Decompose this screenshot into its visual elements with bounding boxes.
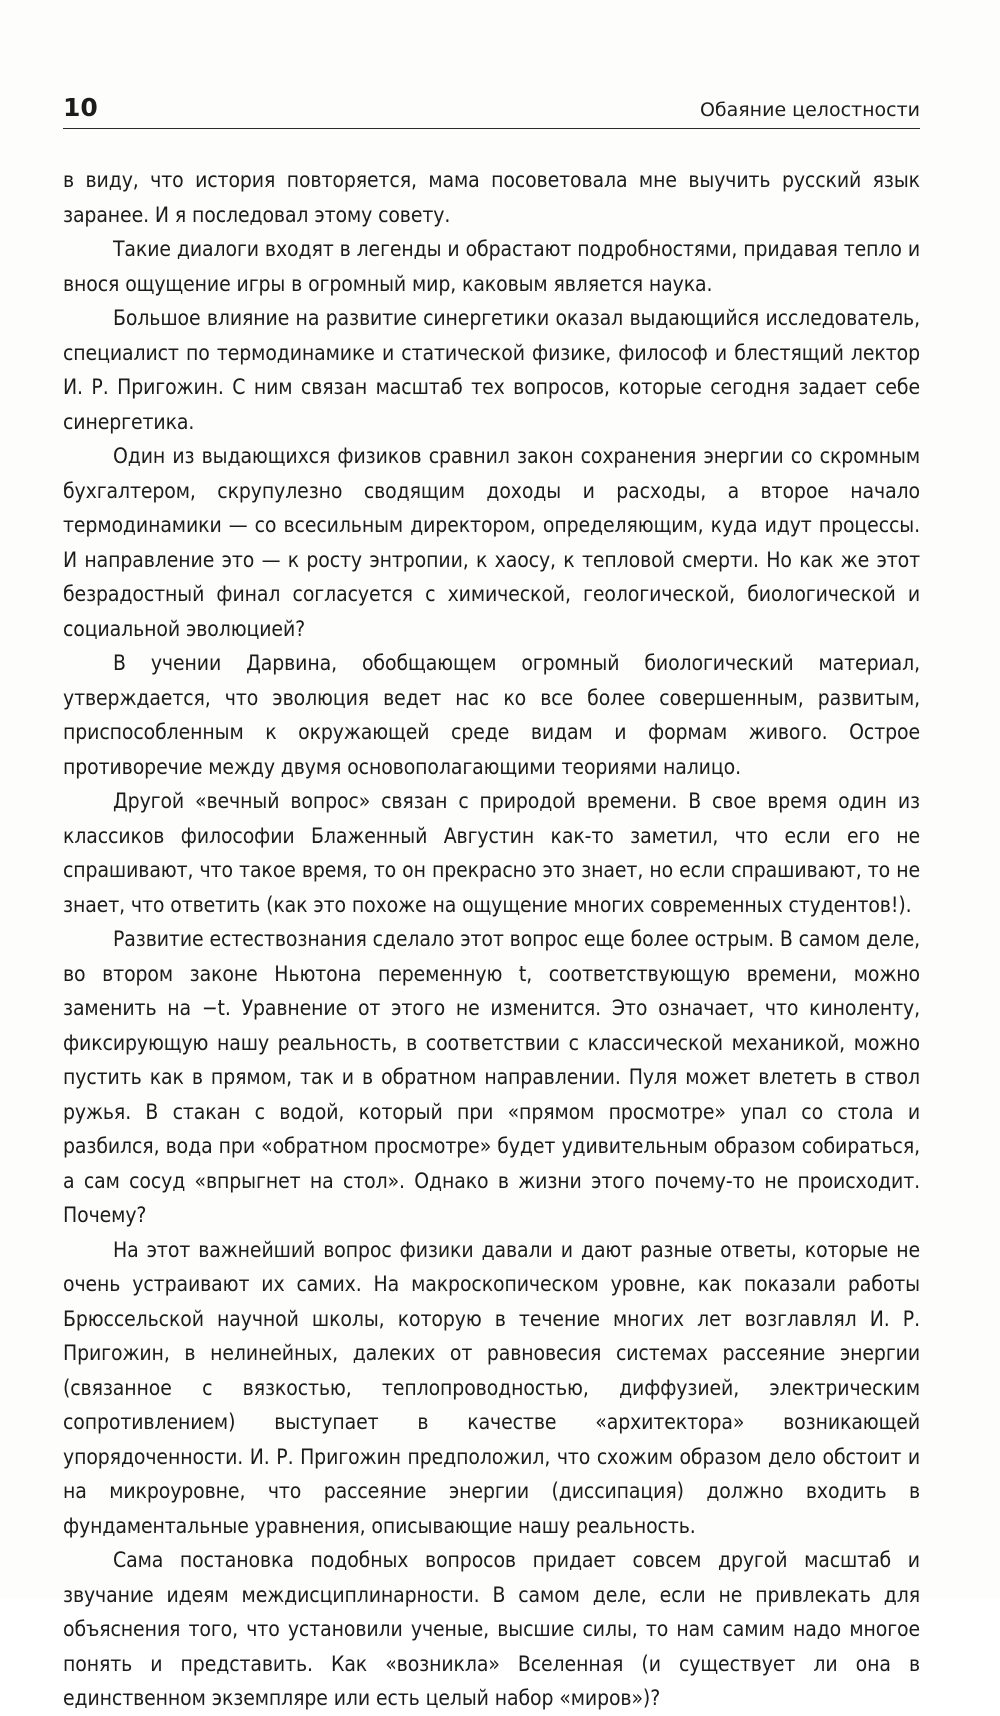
paragraph-6: Другой «вечный вопрос» связан с природой времени. В свое время один из классиков философии Блаженный Августин как-то заметил, что если его не спрашивают, что такое время, то он прекрасно это знает, но если спрашивают, то не знает, что ответить (как это похоже на ощущение многих современных студентов!). [63, 789, 920, 917]
body-text [63, 163, 920, 1716]
paragraph-1: в виду, что история повторяется, мама посоветовала мне выучить русский язык заранее. И я последовал этому совету. [63, 168, 920, 227]
page-number: 10 [63, 93, 98, 122]
paragraph-2: Такие диалоги входят в легенды и обрастают подробностями, придавая тепло и внося ощущение игры в огромный мир, каковым является наука. [63, 237, 920, 296]
paragraph-3: Большое влияние на развитие синергетики оказал выдающийся исследователь, специалист по термодинамике и статической физике, философ и блестящий лектор И. Р. Пригожин. С ним связан масштаб тех вопросов, которые сегодня задает себе синергетика. [63, 306, 920, 434]
paragraph-9: Сама постановка подобных вопросов придает совсем другой масштаб и звучание идеям междисциплинарности. В самом деле, если не привлекать для объяснения того, что установили ученые, высшие силы, то нам самим надо многое понять и представить. Как «возникла» Вселенная (и существует ли она в единственном экземпляре или есть целый набор «миров»)? [63, 1548, 920, 1710]
chapter-title: Обаяние целостности [699, 99, 920, 121]
running-head [63, 92, 920, 129]
paragraph-7: Развитие естествознания сделало этот вопрос еще более острым. В самом деле, во втором законе Ньютона переменную t, соответствующую времени, можно заменить на −t. Уравнение от этого не изменится. Это означает, что киноленту, фиксирующую нашу реальность, в соответствии с классической механикой, можно пустить как в прямом, так и в обратном направлении. Пуля может влететь в ствол ружья. В стакан с водой, который при «прямом просмотре» упал со стола и разбился, вода при «обратном просмотре» будет удивительным образом собираться, а сам сосуд «впрыгнет на стол». Однако в жизни этого почему-то не происходит. Почему? [63, 927, 920, 1227]
paragraph-8: На этот важнейший вопрос физики давали и дают разные ответы, которые не очень устраивают их самих. На макроскопическом уровне, как показали работы Брюссельской научной школы, которую в течение многих лет возглавлял И. Р. Пригожин, в нелинейных, далеких от равновесия системах рассеяние энергии (связанное с вязкостью, теплопроводностью, диффузией, электрическим сопротивлением) выступает в качестве «архитектора» возникающей упорядоченности. И. Р. Пригожин предположил, что схожим образом дело обстоит и на микроуровне, что рассеяние энергии (диссипация) должно входить в фундаментальные уравнения, описывающие нашу реальность. [63, 1237, 920, 1538]
paragraph-5: В учении Дарвина, обобщающем огромный биологический материал, утверждается, что эволюция ведет нас ко все более совершенным, развитым, приспособленным к окружающей среде видам и формам живого. Острое противоречие между двумя основополагающими теориями налицо. [63, 651, 920, 779]
paragraph-4: Один из выдающихся физиков сравнил закон сохранения энергии со скромным бухгалтером, скрупулезно сводящим доходы и расходы, а второе начало термодинамики — со всесильным директором, определяющим, куда идут процессы. И направление это — к росту энтропии, к хаосу, к тепловой смерти. Но как же этот безрадостный финал согласуется с химической, геологической, биологической и социальной эволюцией? [63, 444, 920, 641]
